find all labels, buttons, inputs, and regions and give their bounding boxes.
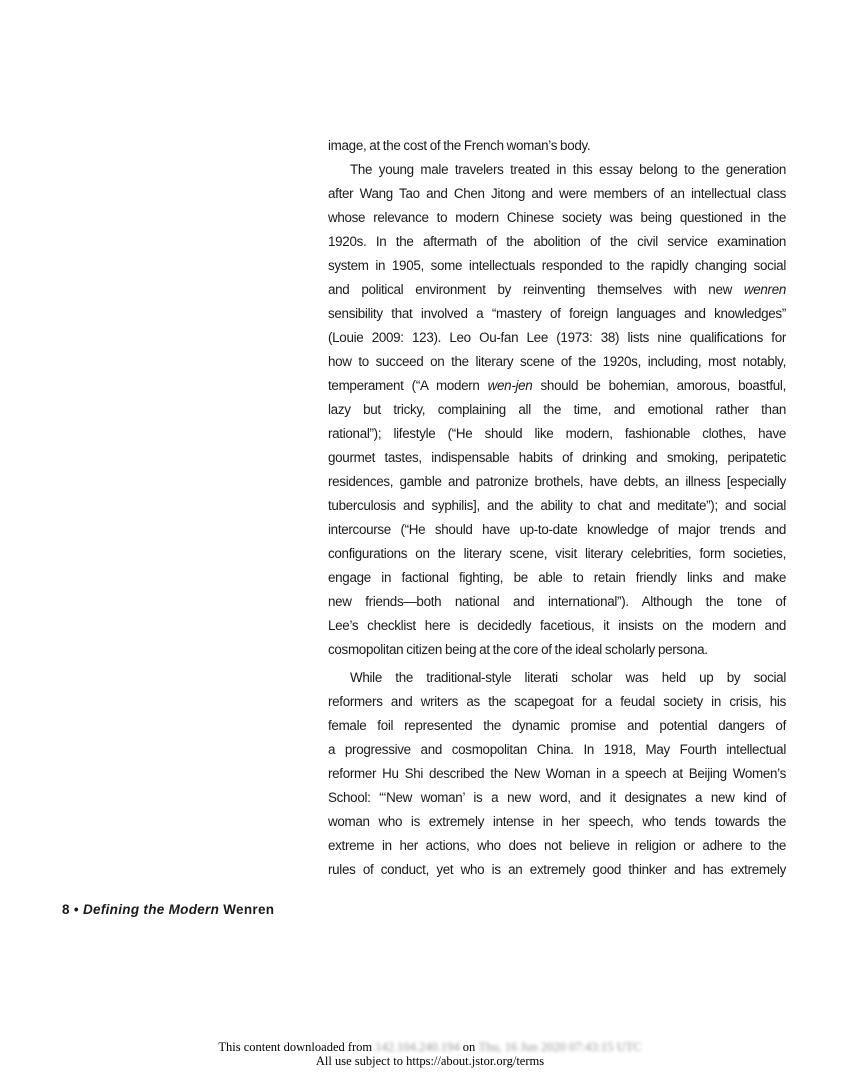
text-segment: 1920s. In the aftermath of the abolition of the civil service examination [328,234,786,249]
text-segment: whose relevance to modern Chinese society was being questioned in the [328,210,786,225]
terms-notice: All use subject to https://about.jstor.org/terms [315,1054,545,1068]
text-line [328,158,786,182]
text-segment: rational”); lifestyle (“He should like modern, fashionable clothes, have [328,426,786,441]
text-line [328,206,786,230]
redacted-date: Thu, 16 Jun 2020 07:43:15 UTC [478,1040,642,1054]
text-line [328,398,786,422]
text-segment: gourmet tastes, indispensable habits of drinking and smoking, peripatetic [328,450,786,465]
download-prefix: This content downloaded from [218,1040,373,1054]
text-segment: cosmopolitan citizen being at the core of the ideal scholarly persona. [328,642,708,657]
text-line [328,858,786,882]
text-segment: how to succeed on the literary scene of the 1920s, including, most notably, [328,354,786,369]
text-line [328,542,786,566]
text-line [328,834,786,858]
text-line [328,714,786,738]
download-notice [0,1040,860,1054]
text-line [328,518,786,542]
paragraph [328,134,786,158]
text-segment: female foil represented the dynamic promise and potential dangers of [328,718,786,733]
italic-term: wen-jen [487,378,533,393]
text-line [328,666,786,690]
text-line [328,494,786,518]
text-line [328,614,786,638]
text-line [328,182,786,206]
text-segment: woman who is extremely intense in her speech, who tends towards the [328,814,786,829]
text-line [328,254,786,278]
text-segment: engage in factional fighting, be able to retain friendly links and make [328,570,786,585]
text-segment: should be bohemian, amorous, boastful, [532,378,786,393]
text-segment: image, at the cost of the French woman’s body. [328,138,591,153]
text-segment: temperament (“A modern [328,378,488,393]
text-segment: new friends—both national and international”). Although the tone of [328,594,786,609]
text-line [328,446,786,470]
text-segment: reformers and writers as the scapegoat for a feudal society in crisis, his [328,694,786,709]
text-line [328,326,786,350]
text-segment: The young male travelers treated in this essay belong to the generation [350,162,786,177]
text-segment: system in 1905, some intellectuals responded to the rapidly changing social [328,258,786,273]
text-line [328,566,786,590]
text-line [328,638,786,662]
running-title-roman: Wenren [223,902,275,917]
text-line [328,590,786,614]
page-number: 8 [62,902,70,917]
text-segment: School: “‘New woman’ is a new word, and it designates a new kind of [328,790,786,805]
text-line [328,690,786,714]
bullet: • [73,902,79,917]
text-segment: lazy but tricky, complaining all the time, and emotional rather than [328,402,786,417]
text-segment: extreme in her actions, who does not believe in religion or adhere to the [328,838,786,853]
text-segment: configurations on the literary scene, visit literary celebrities, form societies, [328,546,786,561]
paragraph [328,666,786,882]
text-segment: (Louie 2009: 123). Leo Ou-fan Lee (1973: 38) lists nine qualifications for [328,330,786,345]
text-line [328,470,786,494]
text-line [328,786,786,810]
redacted-ip: 142.104.240.194 [375,1040,460,1054]
text-segment: reformer Hu Shi described the New Woman in a speech at Beijing Women’s [328,766,786,781]
body-text [328,134,786,882]
text-segment: a progressive and cosmopolitan China. In 1918, May Fourth intellectual [328,742,786,757]
text-line [328,350,786,374]
italic-term: wenren [743,282,786,297]
text-line [328,422,786,446]
text-segment: While the traditional-style literati scholar was held up by social [350,670,786,685]
text-segment: sensibility that involved a “mastery of foreign languages and knowledges” [328,306,786,321]
running-footer [62,902,274,917]
text-line [328,762,786,786]
text-line [328,302,786,326]
text-segment: intercourse (“He should have up-to-date knowledge of major trends and [328,522,786,537]
on-word: on [462,1040,476,1054]
text-line [328,810,786,834]
text-line [328,230,786,254]
text-segment: residences, gamble and patronize brothels, have debts, an illness [especially [328,474,786,489]
text-line [328,278,786,302]
text-line [328,134,786,158]
text-segment: Lee’s checklist here is decidedly facetious, it insists on the modern and [328,618,786,633]
running-title-italic: Defining the Modern [82,902,220,917]
text-segment: and political environment by reinventing themselves with new [328,282,744,297]
text-line [328,374,786,398]
text-segment: rules of conduct, yet who is an extremely good thinker and has extremely [328,862,786,877]
text-line [328,738,786,762]
jstor-footer [0,1040,860,1068]
paragraph [328,158,786,662]
text-segment: after Wang Tao and Chen Jitong and were members of an intellectual class [328,186,786,201]
text-segment: tuberculosis and syphilis], and the ability to chat and meditate”); and social [328,498,786,513]
